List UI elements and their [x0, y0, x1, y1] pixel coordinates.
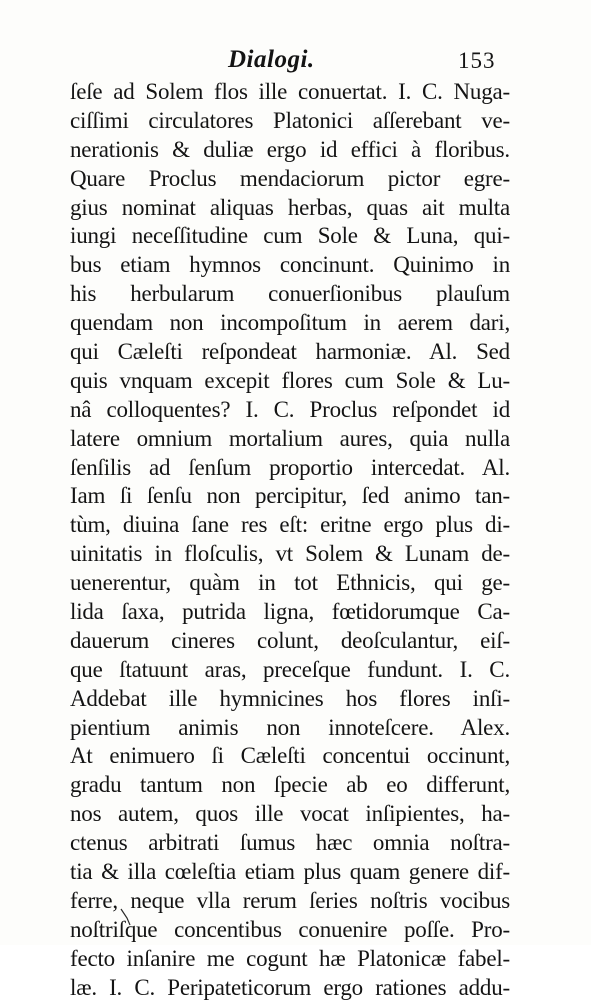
text-line: ctenus arbitrati ſumus hæc omnia noſtra-: [70, 830, 510, 856]
page-number: 153: [458, 48, 496, 73]
text-line: ſenſilis ad ſenſum proportio intercedat. Al.: [70, 454, 510, 480]
text-line: iungi neceſſitudine cum Sole & Luna, qui-: [70, 223, 510, 249]
text-line: gius nominat aliquas herbas, quas ait multa: [70, 194, 510, 220]
text-line: At enimuero ſi Cæleſti concentui occinunt,: [70, 743, 510, 769]
text-line: nâ colloquentes? I. C. Proclus reſpondet id: [70, 396, 510, 422]
text-line: tia & illa cœleſtia etiam plus quam genere dif-: [70, 859, 510, 885]
text-line: latere omnium mortalium aures, quia nulla: [70, 425, 510, 451]
text-line: dauerum cineres colunt, deoſculantur, eiſ-: [70, 627, 510, 653]
text-line: uinitatis in floſculis, vt Solem & Lunam de-: [70, 541, 510, 567]
text-line: fecto inſanire me cogunt hæ Platonicæ fabel-: [70, 945, 510, 971]
text-line: bus etiam hymnos concinunt. Quinimo in: [70, 252, 510, 278]
running-title: Dialogi.: [228, 46, 315, 73]
text-line: qui Cæleſti reſpondeat harmoniæ. Al. Sed: [70, 339, 510, 365]
ink-stroke-mark: [120, 908, 132, 926]
text-line: Quare Proclus mendaciorum pictor egre-: [70, 165, 510, 191]
body-text: [70, 78, 510, 1003]
page-header: [0, 46, 591, 80]
text-line: Iam ſi ſenſu non percipitur, ſed animo tan-: [70, 483, 510, 509]
text-line: his herbularum conuerſionibus plauſum: [70, 281, 510, 307]
text-line: ferre, neque vlla rerum ſeries noſtris vocibus: [70, 887, 510, 913]
text-line: ſeſe ad Solem flos ille conuertat. I. C. Nuga-: [70, 79, 510, 104]
text-line: quendam non incompoſitum in aerem dari,: [70, 310, 510, 336]
text-line: lida ſaxa, putrida ligna, fœtidorumque Ca-: [70, 599, 510, 625]
text-line: Addebat ille hymnicines hos flores inſi-: [70, 685, 510, 711]
text-line: noſtriſque concentibus conuenire poſſe. Pro-: [70, 916, 510, 942]
text-line: que ſtatuunt aras, preceſque fundunt. I. C.: [70, 656, 510, 682]
text-line: nerationis & duliæ ergo id effici à floribus.: [70, 136, 510, 162]
text-line: læ. I. C. Peripateticorum ergo rationes addu-: [70, 974, 510, 1000]
text-line: quis vnquam excepit flores cum Sole & Lu-: [70, 367, 510, 393]
text-line: uenerentur, quàm in tot Ethnicis, qui ge-: [70, 570, 510, 596]
text-line: pientium animis non innoteſcere. Alex.: [70, 714, 510, 740]
text-line: gradu tantum non ſpecie ab eo differunt,: [70, 772, 510, 798]
text-line: tùm, diuina ſane res eſt: eritne ergo plus di-: [70, 512, 510, 538]
text-line: ciſſimi circulatores Platonici aſſerebant ve-: [70, 107, 510, 133]
text-line: nos autem, quos ille vocat inſipientes, ha-: [70, 801, 510, 827]
